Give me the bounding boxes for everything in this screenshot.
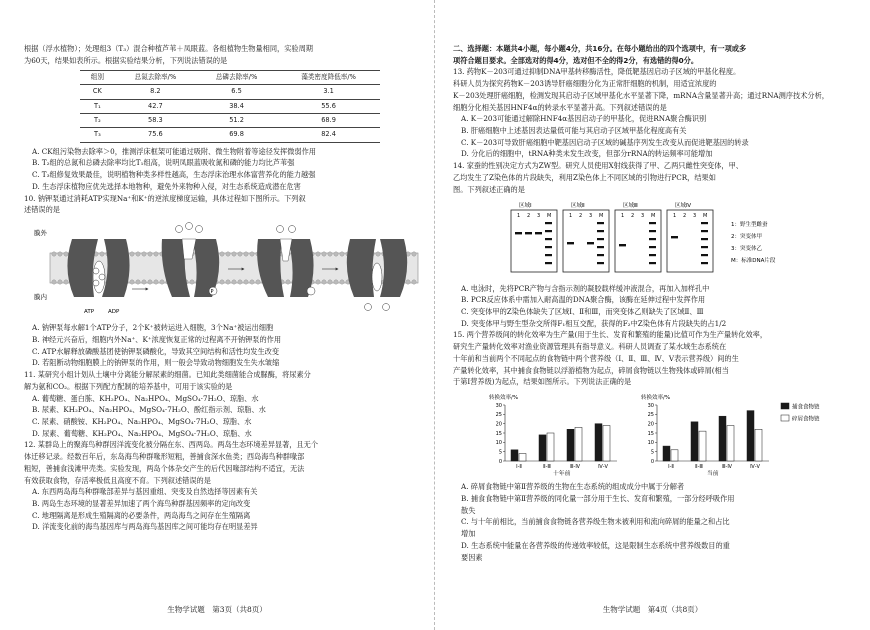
lipid-head — [226, 252, 230, 256]
table-cell: T₁ — [80, 99, 115, 113]
lipid-head — [232, 252, 236, 256]
marker-band — [597, 262, 604, 264]
table-row — [80, 99, 380, 113]
y-tick-label: 0 — [650, 458, 654, 465]
table-header: 总磷去除率/% — [196, 70, 277, 84]
table-cell: 58.3 — [115, 114, 196, 128]
pump-channel — [372, 263, 382, 291]
q12-stem-1: 12. 某群岛上的聚海鸟种群因洋流变化被分隔在东、西两岛。两岛生态环境差异显著，且无个 — [24, 440, 319, 450]
table-cell: 69.8 — [196, 128, 277, 142]
lipid-head — [316, 252, 320, 256]
marker-band — [545, 254, 552, 256]
y-tick-label: 5 — [650, 449, 654, 456]
marker-band — [649, 262, 656, 264]
q14-option-d: D. 突变体甲与野生型杂交所得F₁相互交配，获得的F₂中Z染色体有片段缺失的占1/2 — [461, 318, 727, 328]
lipid-head — [142, 280, 146, 284]
y-tick-label: 30 — [647, 402, 654, 409]
dna-band — [525, 232, 532, 234]
gel-lane-label: 2 — [683, 213, 687, 220]
y-tick-label: 30 — [495, 402, 502, 409]
conversion-efficiency-chart — [481, 391, 841, 477]
marker-band — [649, 222, 656, 224]
bar-predation — [663, 446, 670, 461]
q10-stem-2: 述错误的是 — [24, 205, 60, 215]
bar-predation — [511, 450, 518, 461]
lipid-head — [334, 280, 338, 284]
table-row — [80, 128, 380, 142]
marker-band — [545, 230, 552, 232]
lipid-head — [148, 252, 152, 256]
q12-option-d: D. 洋流变化前的海鸟基因库与两岛海鸟基因库之间可能均存在明显差异 — [32, 522, 258, 532]
gel-legend-item: 2：突变体甲 — [731, 234, 762, 241]
q10-option-c: C. ATP水解释放磷酸基团使钠钾泵磷酸化，导致其空间结构和活性均发生改变 — [32, 346, 280, 356]
bar-predation — [595, 424, 602, 461]
table-cell: T₂ — [80, 114, 115, 128]
lipid-head — [238, 252, 242, 256]
q15-option-c: C. 与十年前相比，当前捕食食物链各营养级生物未被利用和流向碎屑的能量之和占比 — [461, 517, 730, 527]
q14-option-a: A. 电泳时，先将PCR产物与含指示剂的凝胶载样缓冲液混合，再加入加样孔中 — [461, 283, 710, 293]
lipid-head — [334, 252, 338, 256]
q15-option-b: B. 捕食食物链中第Ⅱ营养级的同化量一部分用于生长、发育和繁殖，一部分经呼吸作用 — [461, 493, 735, 503]
marker-band — [649, 230, 656, 232]
marker-band — [597, 254, 604, 256]
table-cell: 51.2 — [196, 114, 277, 128]
na-ion — [186, 223, 193, 230]
dna-band — [619, 244, 626, 246]
atp-label: ATP — [84, 309, 95, 316]
bar-predation — [567, 429, 574, 461]
y-axis-label: 转换效率/% — [489, 395, 519, 402]
gel-lane-label: 2 — [527, 213, 531, 220]
q13-stem-3: K－203处理肝癌细胞，检测发现其启动子区域甲基化水平显著下降，mRNA含量显著升高；通过RNA测序技术分析， — [453, 90, 829, 100]
y-tick-label: 20 — [647, 421, 654, 428]
table-cell: CK — [80, 85, 115, 99]
marker-band — [649, 254, 656, 256]
q9-option-d: D. 生态浮床植物应优先选择本地物种，避免外来物种入侵，对生态系统造成潜在危害 — [32, 181, 301, 191]
y-tick-label: 0 — [498, 458, 502, 465]
lipid-head — [244, 252, 248, 256]
legend-detritus: 碎屑食物链 — [792, 416, 820, 423]
y-tick-label: 25 — [495, 412, 502, 419]
pump-protein — [380, 239, 407, 297]
lipid-head — [226, 280, 230, 284]
na-ion — [93, 268, 99, 274]
lipid-head — [130, 252, 134, 256]
intro-line-2: 为60天，结果如表所示。根据实验结果分析，下列说法错误的是 — [24, 55, 228, 65]
y-tick-label: 25 — [647, 412, 654, 419]
sodium-potassium-pump-diagram — [32, 219, 422, 317]
marker-band — [597, 246, 604, 248]
outside-label: 膜外 — [34, 229, 47, 238]
lipid-head — [406, 280, 410, 284]
dna-band — [587, 242, 594, 244]
legend-predation: 捕食食物链 — [792, 404, 820, 411]
q14-stem-2: 乙均发生了Z染色体的片段缺失，利用Z染色体上不同区域的引物进行PCR，结果如 — [453, 172, 716, 182]
gel-lane-label: M — [703, 213, 708, 220]
lipid-head — [412, 252, 416, 256]
gel-legend-item: 3：突变体乙 — [731, 246, 762, 253]
marker-band — [545, 238, 552, 240]
chart-title-left: 十年前 — [553, 471, 571, 478]
gel-lane-label: M — [547, 213, 552, 220]
q15-stem-3: 十年前和当前两个不同起点的食物链中两个营养级（Ⅰ、Ⅱ、Ⅲ、Ⅳ、Ⅴ表示营养级）间的生 — [453, 353, 739, 363]
table-row — [80, 85, 380, 99]
dna-band — [671, 236, 678, 238]
pump-stage-4 — [347, 239, 407, 311]
k-ion — [289, 226, 296, 233]
marker-band — [701, 254, 708, 256]
y-tick-label: 5 — [498, 449, 502, 456]
dna-band — [535, 232, 542, 234]
chart-title-right: 当前 — [707, 471, 719, 478]
q15-stem-1: 15. 两个营养级间的转化效率为生产量(用于生长、发育和繁殖的能量)比值可作为生产量转化效率， — [453, 330, 768, 340]
table-cell: 38.4 — [196, 99, 277, 113]
y-tick-label: 10 — [647, 440, 654, 447]
bar-predation — [719, 416, 726, 461]
lipid-head — [64, 280, 68, 284]
page-4 — [435, 0, 870, 630]
bar-detritus — [671, 450, 678, 461]
x-tick-label: Ⅳ-Ⅴ — [598, 464, 608, 471]
table-header: 藻类密度降低率/% — [277, 70, 380, 84]
lipid-head — [376, 252, 380, 256]
bar-detritus — [519, 454, 526, 461]
q14-stem-1: 14. 家蚕的性别决定方式为ZW型。研究人员使用X射线获得了甲、乙两只雌性突变体，甲、 — [453, 161, 743, 171]
lipid-head — [220, 280, 224, 284]
na-ion — [176, 226, 183, 233]
q11-option-c: C. 尿素、硝酸铵、KH₂PO₄、Na₂HPO₄、MgSO₄·7H₂O、琼脂、水 — [32, 417, 252, 427]
x-tick-label: Ⅰ-Ⅱ — [516, 464, 522, 471]
q15-option-d-cont: 要因素 — [461, 552, 483, 562]
q13-stem-2: 科研人员为探究药物K－203诱导肝癌细胞分化为正常肝细胞的机制，用适宜浓度的 — [453, 79, 717, 89]
bar-detritus — [575, 427, 582, 461]
q11-stem-1: 11. 某研究小组计划从土壤中分离能分解尿素的细菌。已知此类细菌能合成脲酶，将尿素分 — [24, 370, 311, 380]
table-cell: 75.6 — [115, 128, 196, 142]
pcr-gel-figure — [509, 200, 809, 276]
marker-band — [545, 246, 552, 248]
na-ion — [196, 226, 203, 233]
gel-lane-label: M — [599, 213, 604, 220]
marker-band — [545, 222, 552, 224]
q15-option-d: D. 生态系统中能量在各营养级的传递效率较低，这是限制生态系统中营养级数目的重 — [461, 540, 730, 550]
q11-option-a: A. 葡萄糖、蛋白胨、KH₂PO₄、Na₂HPO₄、MgSO₄·7H₂O、琼脂、水 — [32, 393, 259, 403]
q10-option-d: D. 若阻断动物细胞膜上的钠钾泵的作用，则一般会导致动物细胞发生失水皱缩 — [32, 358, 280, 368]
legend-swatch-predation — [781, 403, 789, 409]
table-cell: 82.4 — [277, 128, 380, 142]
k-ion — [277, 226, 284, 233]
gel-lane-label: 2 — [579, 213, 583, 220]
lipid-head — [244, 280, 248, 284]
lipid-head — [52, 252, 56, 256]
lipid-head — [232, 280, 236, 284]
lipid-head — [136, 252, 140, 256]
x-tick-label: Ⅰ-Ⅱ — [668, 464, 674, 471]
y-tick-label: 15 — [647, 430, 654, 437]
gel-legend-item: M：标准DNA片段 — [731, 258, 776, 265]
q15-option-a: A. 碎屑食物链中第Ⅱ营养级的生物在生态系统的组成成分中属于分解者 — [461, 482, 685, 492]
y-tick-label: 20 — [495, 421, 502, 428]
pump-protein — [347, 239, 376, 297]
marker-band — [701, 238, 708, 240]
table-header-row — [80, 70, 380, 84]
q13-stem-1: 13. 药物K－203可通过抑制DNA甲基转移酶活性，降低靶基因启动子区域的甲基化程度。 — [453, 67, 741, 77]
inside-label: 膜内 — [34, 293, 47, 302]
x-tick-label: Ⅱ-Ⅲ — [543, 464, 551, 471]
gel-lane-label: 1 — [569, 213, 573, 220]
bar-detritus — [547, 433, 554, 461]
q9-option-c: C. T₃组修复效果最佳，说明植物种类多样性越高，生态浮床治理水体富营养化的能力越强 — [32, 170, 316, 180]
marker-band — [597, 230, 604, 232]
q12-option-a: A. 东西两岛海鸟种群喙部差异与基因重组、突变及自然选择等因素有关 — [32, 487, 258, 497]
q14-option-c: C. 突变体甲的Z染色体缺失了区域Ⅰ、Ⅱ和Ⅲ，而突变体乙则缺失了区域Ⅱ、Ⅲ — [461, 307, 704, 316]
gel-region-label: 区域Ⅲ — [623, 203, 638, 210]
table-row — [80, 114, 380, 128]
lipid-head — [322, 252, 326, 256]
k-ion — [383, 304, 390, 311]
gel-lane-label: 1 — [621, 213, 625, 220]
gel-region-label: 区域Ⅳ — [675, 203, 692, 210]
q15-stem-5: 于第Ⅰ营养级)为起点，结果如图所示。下列说法正确的是 — [453, 377, 632, 387]
gel-lane-label: M — [651, 213, 656, 220]
intro-line-1: 根据（浮水植物）；处理组3（T₃）混合种植芦苇＋凤眼蓝。各组植物生物量相同，实验周期 — [24, 44, 313, 53]
q15-stem-4: 产量转化效率，其中捕食食物链以浮游植物为起点，碎屑食物链以生物残体或碎屑(相当 — [453, 365, 729, 375]
lipid-head — [154, 252, 158, 256]
q13-option-c: C. K－203可导致肝癌细胞中靶基因启动子区域的碱基序列发生改变从而促进靶基因的转录 — [461, 137, 749, 147]
marker-band — [597, 222, 604, 224]
lipid-head — [250, 280, 254, 284]
gel-lane-label: 3 — [641, 213, 645, 220]
lipid-head — [190, 280, 194, 284]
page-footer-left: 生物学试题 第3页（共8页） — [167, 605, 267, 615]
q13-option-d: D. 分化后的细胞中，tRNA种类未发生改变，但部分rRNA的转运频率可能增加 — [461, 149, 713, 159]
q15-option-c-cont: 增加 — [461, 529, 476, 539]
lipid-head — [100, 252, 104, 256]
lipid-head — [340, 252, 344, 256]
na-ion — [93, 280, 99, 286]
table-cell: 3.1 — [277, 85, 380, 99]
table-cell: 68.9 — [277, 114, 380, 128]
q12-stem-4: 有效获取食物，存活率极低且高度不育。下列叙述错误的是 — [24, 475, 211, 485]
lipid-head — [64, 252, 68, 256]
marker-band — [597, 238, 604, 240]
bar-detritus — [755, 429, 762, 461]
gel-lane-label: 1 — [673, 213, 677, 220]
lipid-head — [238, 280, 242, 284]
lipid-head — [52, 280, 56, 284]
results-table — [80, 70, 380, 143]
lipid-head — [58, 252, 62, 256]
q12-option-c: C. 地理隔离是形成生殖隔离的必要条件，两岛海鸟之间存在生殖隔离 — [32, 510, 251, 520]
gel-region-label: 区域Ⅱ — [571, 203, 585, 210]
marker-band — [649, 246, 656, 248]
q14-stem-3: 图。下列叙述正确的是 — [453, 184, 525, 194]
lipid-head — [328, 252, 332, 256]
section-header-1: 二、选择题：本题共4小题，每小题4分，共16分。在每小题给出的四个选项中，有一项或多 — [453, 44, 747, 53]
y-tick-label: 15 — [495, 430, 502, 437]
q10-option-a: A. 钠钾泵每水解1个ATP分子，2个K⁺被转运进入细胞，3个Na⁺被运出细胞 — [32, 323, 274, 333]
q13-option-b: B. 肝癌细胞中上述基因表达量低可能与其启动子区域甲基化程度高有关 — [461, 126, 687, 136]
marker-band — [701, 246, 708, 248]
gel-region-label: 区域Ⅰ — [519, 203, 532, 210]
k-ion — [365, 304, 372, 311]
na-ion — [99, 274, 105, 280]
page-footer-right: 生物学试题 第4页（共8页） — [602, 605, 703, 615]
bar-predation — [691, 422, 698, 461]
lipid-head — [340, 280, 344, 284]
q15-stem-2: 研究生产量转化效率对渔业资源管理具有指导意义。科研人员调查了某水域生态系统在 — [453, 342, 727, 352]
x-tick-label: Ⅲ-Ⅳ — [722, 464, 732, 471]
q9-option-a: A. CK组污染物去除率＞0，推测浮床框架可能通过吸附、微生物附着等途径发挥微弱作用 — [32, 146, 316, 156]
table-cell: 6.5 — [196, 85, 277, 99]
dna-band — [567, 242, 574, 244]
phosphate-group — [307, 287, 315, 295]
x-tick-label: Ⅳ-Ⅴ — [750, 464, 760, 471]
gel-lane-label: 3 — [693, 213, 697, 220]
lipid-head — [136, 280, 140, 284]
x-tick-label: Ⅲ-Ⅳ — [570, 464, 580, 471]
y-tick-label: 10 — [495, 440, 502, 447]
legend-swatch-detritus — [781, 415, 789, 421]
marker-band — [701, 222, 708, 224]
lipid-head — [256, 280, 260, 284]
lipid-head — [58, 280, 62, 284]
gel-lane-label: 2 — [631, 213, 635, 220]
q11-option-b: B. 尿素、KH₂PO₄、Na₂HPO₄、MgSO₄·7H₂O、酚红指示剂、琼脂、水 — [32, 405, 266, 415]
section-header-2: 项符合题目要求。全部选对的得4分，选对但不全的得2分，有选错的得0分。 — [453, 55, 699, 65]
marker-band — [649, 238, 656, 240]
bar-predation — [747, 411, 754, 461]
bar-predation — [539, 435, 546, 461]
x-tick-label: Ⅱ-Ⅲ — [695, 464, 703, 471]
marker-band — [545, 262, 552, 264]
lipid-head — [412, 280, 416, 284]
gel-lane-label: 1 — [517, 213, 521, 220]
lipid-head — [250, 252, 254, 256]
q10-stem-1: 10. 钠钾泵通过消耗ATP实现Na⁺和K⁺的逆浓度梯度运输，具体过程如下图所示。下列叙 — [24, 193, 306, 203]
y-axis-label: 转换效率/% — [641, 395, 671, 402]
q12-option-b: B. 两岛生态环境的显著差异加速了两个海鸟种群基因频率的定向改变 — [32, 499, 251, 509]
lipid-head — [154, 280, 158, 284]
lipid-head — [148, 280, 152, 284]
q10-option-b: B. 神经元兴奋后，细胞内外Na⁺、K⁺浓度恢复正常的过程离不开钠钾泵的作用 — [32, 334, 282, 344]
bar-detritus — [603, 426, 610, 461]
q12-stem-2: 体迁移记录。经数百年后，东岛海鸟种群喙形短粗，善捕食深水鱼类；西岛海鸟种群喙部 — [24, 452, 305, 462]
lipid-head — [328, 280, 332, 284]
q14-option-b: B. PCR反应体系中需加入耐高温的DNA聚合酶，该酶在延伸过程中发挥作用 — [461, 295, 706, 305]
table-cell: 55.6 — [277, 99, 380, 113]
table-header: 组别 — [80, 70, 115, 84]
gel-lane-label: 3 — [537, 213, 541, 220]
adp-label: ADP — [108, 309, 120, 316]
bar-detritus — [699, 431, 706, 461]
lipid-head — [160, 280, 164, 284]
dna-band — [515, 232, 522, 234]
table-header: 总氮去除率/% — [115, 70, 196, 84]
lipid-head — [220, 252, 224, 256]
marker-band — [701, 230, 708, 232]
lipid-head — [130, 280, 134, 284]
lipid-head — [142, 252, 146, 256]
table-cell: T₃ — [80, 128, 115, 142]
bar-detritus — [727, 426, 734, 461]
lipid-head — [322, 280, 326, 284]
table-cell: 8.2 — [115, 85, 196, 99]
q9-option-b: B. T₂组的总氮和总磷去除率均比T₁组高，说明凤眼蓝吸收氮和磷的能力均比芦苇强 — [32, 158, 295, 168]
q13-stem-4: 细胞分化相关基因HNF4α的转录水平显著升高。下列叙述错误的是 — [453, 102, 667, 112]
q11-stem-2: 解为氨和CO₂。根据下列配方配制的培养基中，可用于该实验的是 — [24, 381, 233, 391]
pump-protein — [257, 239, 284, 297]
gel-lane-label: 3 — [589, 213, 593, 220]
gel-legend-item: 1：野生型雌蚕 — [731, 222, 768, 229]
marker-band — [701, 262, 708, 264]
p-label: P — [210, 289, 214, 296]
q12-stem-3: 粗短，善捕食浅滩甲壳类。实验发现，两岛个体杂交产生的后代因喙部结构不适宜，无法 — [24, 463, 305, 473]
q11-option-d: D. 尿素、葡萄糖、KH₂PO₄、Na₂HPO₄、MgSO₄·7H₂O、琼脂、水 — [32, 428, 252, 438]
lipid-head — [316, 280, 320, 284]
table-cell: 42.7 — [115, 99, 196, 113]
lipid-head — [286, 280, 290, 284]
q13-option-a: A. K－203可能通过解除HNF4α基因启动子的甲基化，促进RNA聚合酶识别 — [461, 114, 707, 124]
q15-option-b-cont: 散失 — [461, 505, 476, 515]
